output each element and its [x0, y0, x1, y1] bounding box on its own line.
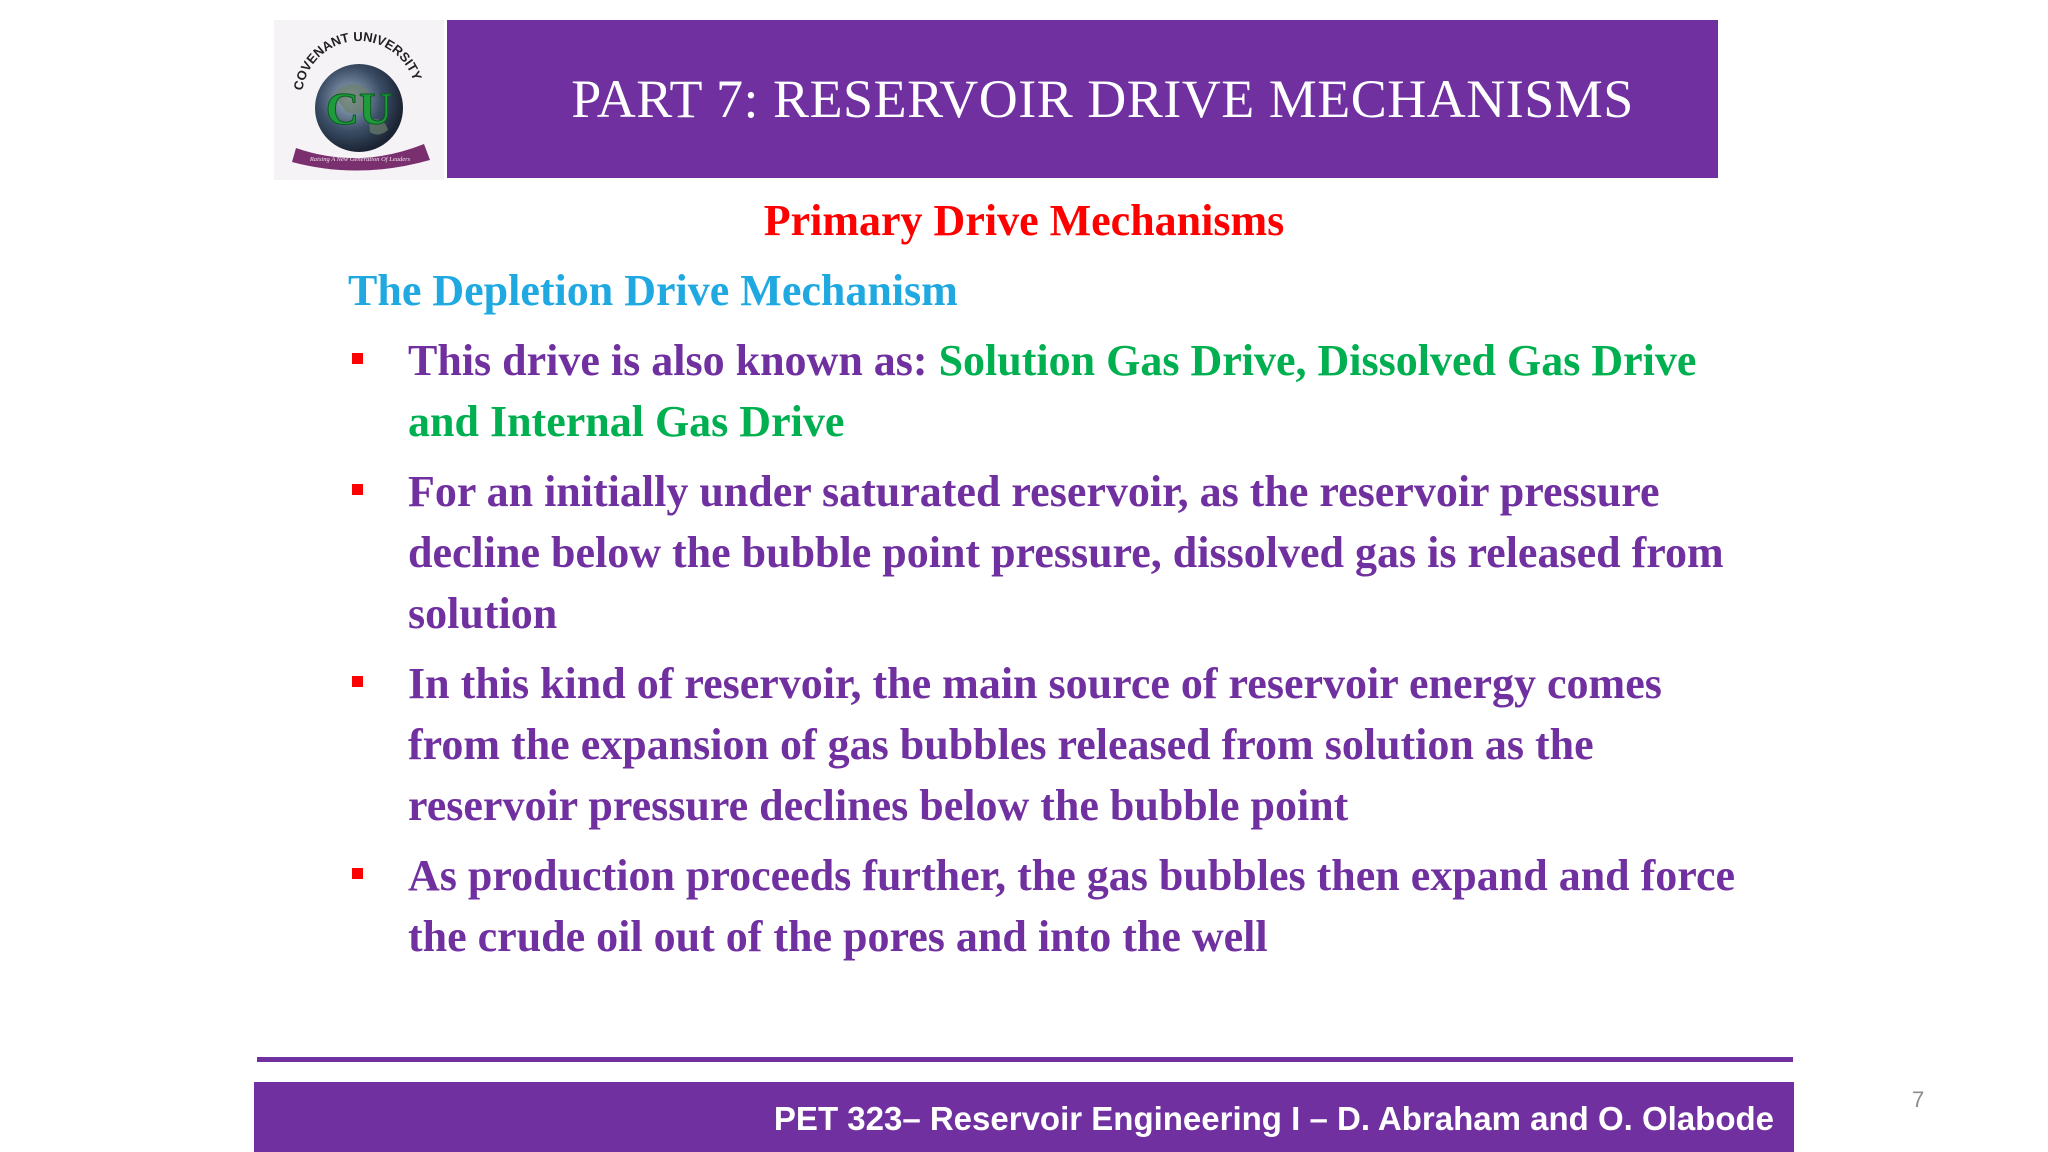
bullet-text: This drive is also known as:	[408, 336, 939, 385]
square-bullet-icon	[352, 353, 363, 364]
bullet-text: In this kind of reservoir, the main source of reservoir energy comes from the expansion of gas bubbles released from solution as the reservoir pressure declines below the bubble point	[408, 659, 1662, 830]
covenant-university-logo	[274, 20, 444, 180]
bullet-item	[348, 461, 1738, 644]
footer-course-credit: PET 323– Reservoir Engineering I – D. Abraham and O. Olabode	[773, 1100, 1774, 1137]
footer-banner	[254, 1082, 1794, 1152]
square-bullet-icon	[352, 484, 363, 495]
logo-motto: Raising A New Generation Of Leaders	[309, 156, 411, 163]
slide-title: PART 7: RESERVOIR DRIVE MECHANISMS	[571, 69, 1634, 129]
title-banner	[447, 20, 1718, 178]
bullet-highlight: Solution Gas Drive, Dissolved Gas Drive and Internal Gas Drive	[408, 336, 1697, 446]
square-bullet-icon	[352, 868, 363, 879]
bullet-item	[348, 330, 1738, 452]
page-number: 7	[1912, 1087, 1925, 1112]
slide-subtitle: Primary Drive Mechanisms	[763, 196, 1285, 245]
bullet-list	[348, 330, 1738, 976]
section-heading: The Depletion Drive Mechanism	[348, 266, 958, 315]
logo-monogram: CU	[325, 83, 393, 134]
bullet-item	[348, 845, 1738, 967]
logo-arc-text: COVENANT UNIVERSITY	[290, 28, 425, 92]
globe-seal-icon	[274, 20, 444, 180]
bullet-item	[348, 653, 1738, 836]
bullet-text: As production proceeds further, the gas bubbles then expand and force the crude oil out of the pores and into the well	[408, 851, 1736, 961]
footer-divider	[257, 1057, 1793, 1062]
square-bullet-icon	[352, 676, 363, 687]
bullet-text: For an initially under saturated reservoir, as the reservoir pressure decline below the bubble point pressure, dissolved gas is released from solution	[408, 467, 1724, 638]
